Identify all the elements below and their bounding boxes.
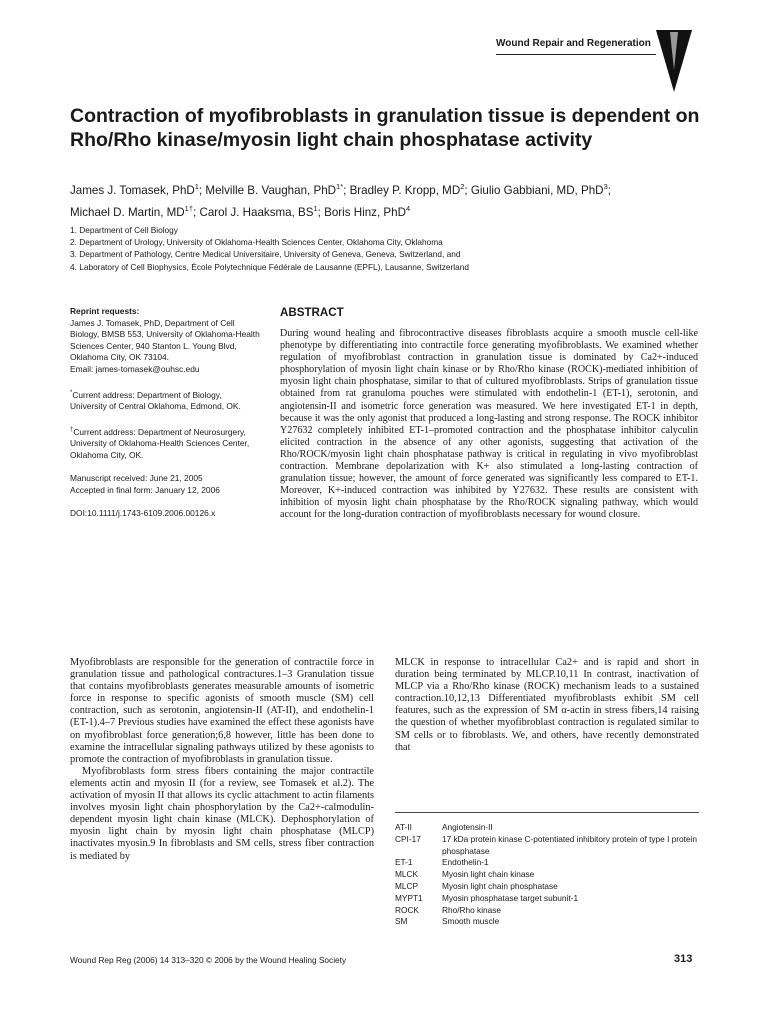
- body-paragraph: Myofibroblasts are responsible for the generation of contractile force in granulation tissue and pathological contractures.1–3 Granulation tissue that contains myofibroblasts generates measurable amounts of isometric force in response to specific agonists of smooth muscle (SM) cell contraction, such as serotonin, angiotensin-II (AT-II), and endothelin-1 (ET-1).4–7 Previous studies have examined the effect these agonists have on myofibroblast force generation;6,8 however, little has been done to examine the intracellular signaling pathways utilized by these agonists to promote the contraction of myofibroblasts in granulation tissue.: [70, 657, 374, 765]
- body-paragraph: Myofibroblasts form stress fibers containing the major contractile elements actin and myosin II (for a review, see Tomasek et al.2). The activation of myosin II that allows its cyclic attachment to actin filaments involves myosin light chain phosphorylation by the Ca2+-calmodulin-dependent myosin light chain kinase (MLCK). Dephosphorylation of myosin light chain by myosin light chain phosphatase (MLCP) inactivates myosin.9 In fibroblasts and SM cells, stress fiber contraction is mediated by: [70, 765, 374, 862]
- abbreviation-definition: Myosin light chain phosphatase: [442, 880, 558, 891]
- author-name: ; Carol J. Haaksma, BS: [193, 205, 314, 219]
- journal-header: Wound Repair and Regeneration: [496, 38, 651, 49]
- reprint-address: James J. Tomasek, PhD, Department of Cell Biology, BMSB 553, University of Oklahoma-Health Sciences Center, 940 Stanton L. Young Blvd, Oklahoma City, OK 73104.: [70, 317, 260, 363]
- author-name: ; Giulio Gabbiani, MD, PhD: [464, 183, 604, 197]
- author-name: ; Melville B. Vaughan, PhD: [198, 183, 337, 197]
- abbreviation-definition: 17 kDa protein kinase C-potentiated inhibitory protein of type I protein phosphatase: [442, 833, 698, 856]
- footer-citation: Wound Rep Reg (2006) 14 313–320 © 2006 by the Wound Healing Society: [70, 955, 347, 965]
- current-address-1: Current address: Department of Biology, University of Central Oklahoma, Edmond, OK.: [70, 389, 241, 411]
- abbreviation-row: [395, 881, 700, 893]
- page-number: 313: [674, 953, 693, 965]
- author-affiliation-mark: 3: [603, 182, 608, 191]
- abbreviation: AT-II: [395, 822, 412, 832]
- abstract: [280, 306, 698, 522]
- abbreviation-row: [395, 916, 700, 928]
- header-rule: [496, 54, 656, 55]
- abbreviation-definition: Rho/Rho kinase: [442, 904, 502, 915]
- abbreviation: SM: [395, 916, 408, 927]
- abbreviation-definition: Myosin light chain kinase: [442, 869, 535, 880]
- reprint-label: Reprint requests:: [70, 306, 140, 316]
- author-affiliation-mark: 1*: [336, 182, 344, 191]
- abbreviation: MLCK: [395, 869, 419, 880]
- abbreviation-row: [395, 905, 700, 917]
- footnote-mark: †: [70, 426, 74, 433]
- abbreviation-definition: Myosin phosphatase target subunit-1: [442, 892, 579, 903]
- journal-logo: [656, 30, 696, 100]
- author-name: ; Bradley P. Kropp, MD: [343, 183, 461, 197]
- abbreviation-definition: Smooth muscle: [442, 916, 500, 927]
- author-affiliation-mark: 4: [405, 203, 411, 213]
- abbreviation-definition: Angiotensin-II: [442, 822, 493, 832]
- manuscript-received: Manuscript received: June 21, 2005: [70, 473, 203, 484]
- author-affiliation-mark: 1: [194, 182, 199, 191]
- affiliation-item: 2. Department of Urology, University of Oklahoma-Health Sciences Center, Oklahoma City, Oklahoma: [70, 237, 443, 248]
- abbreviation-row: [395, 869, 700, 881]
- author-affiliation-mark: 1: [313, 203, 318, 213]
- author-name: Michael D. Martin, MD: [70, 205, 185, 219]
- affiliation-item: 4. Laboratory of Cell Biophysics, École Polytechnique Fédérale de Lausanne (EPFL), Lausanne, Switzerland: [70, 261, 469, 272]
- email: Email: james-tomasek@ouhsc.edu: [70, 363, 200, 374]
- abbreviation: MLCP: [395, 880, 419, 891]
- author-name: ; Boris Hinz, PhD: [317, 205, 406, 219]
- author-line-1: [70, 178, 710, 200]
- abbreviation: ET-1: [395, 857, 413, 868]
- manuscript-accepted: Accepted in final form: January 12, 2006: [70, 484, 220, 495]
- abbreviations-table: [395, 822, 700, 928]
- abstract-text: During wound healing and fibrocontractive diseases fibroblasts acquire a smooth muscle cell-like phenotype by differentiating into contractile force generating myofibroblasts. We examined whether regulation of myofibroblast contraction in granulation tissue is dominated by Ca2+-induced phosphorylation of myosin light chain kinase or by Rho/Rho kinase (ROCK)-mediated inhibition of myosin light chain phosphatase, similar to that of cultured myofibroblasts. Strips of granulation tissue obtained from rat granuloma pouches were stimulated with endothelin-1 (ET-1), serotonin, and angiotensin-II and isometric force generation was measured. We here investigated ET-1 in depth, because it was the only agonist that produced a long-lasting and strong response. The ROCK inhibitor Y27632 completely inhibited ET-1–promoted contraction and the phosphatase inhibitor calyculin elicited contraction in the absence of any other agonists, suggesting that activation of the Rho/ROCK/myosin light chain phosphatase pathway is critical in regulating in vivo myofibroblast contraction. Membrane depolarization with K+ also stimulated a long-lasting contraction of granulation tissue; however, the amount of force generated was significantly less compared to ET-1. Moreover, K+-induced contraction was inhibited by Y27632. These results are consistent with inhibition of myosin light chain phosphatase by the Rho/ROCK signaling pathway, which would account for the long-duration contraction of myofibroblasts necessary for wound closure.: [280, 328, 698, 521]
- footnote-mark: *: [70, 389, 73, 396]
- affiliation-item: 3. Department of Pathology, Centre Medical Universitaire, University of Geneva, Geneva, Switzerland, and: [70, 249, 461, 260]
- affiliation-item: 1. Department of Cell Biology: [70, 225, 178, 235]
- abbreviation-definition: Endothelin-1: [442, 857, 489, 868]
- abbreviation-row: [395, 857, 700, 869]
- article-info-sidebar: [70, 306, 260, 532]
- abbreviations-rule: [395, 812, 699, 813]
- abstract-heading: ABSTRACT: [280, 306, 344, 319]
- author-affiliation-mark: 1†: [184, 203, 194, 213]
- author-name: ;: [607, 183, 611, 197]
- abbreviation-row: [395, 893, 700, 905]
- author-line-2: [70, 200, 710, 222]
- affiliation-list: [70, 224, 720, 273]
- current-address-2: Current address: Department of Neurosurgery, University of Oklahoma-Health Sciences Center, Oklahoma City, OK.: [70, 426, 250, 460]
- body-paragraph: MLCK in response to intracellular Ca2+ and is rapid and short in duration being terminated by MLCP.10,11 In contrast, inactivation of MLCP via a Rho/Rho kinase (ROCK) mechanism leads to a sustained contraction.10,12,13 Differentiated myofibroblasts exhibit SM cell features, such as the expression of SM α-actin in stress fibers,14 raising the question of whether myofibroblast contraction is regulated similar to SM cells or to fibroblasts. We, and others, have recently demonstrated that: [395, 657, 699, 753]
- doi: DOI:10.1111/j.1743-6109.2006.00126.x: [70, 508, 216, 519]
- abbreviation: MYPT1: [395, 892, 423, 903]
- article-title: Contraction of myofibroblasts in granulation tissue is dependent on Rho/Rho kinase/myosin light chain phosphatase activity: [70, 105, 700, 151]
- abbreviation-row: [395, 822, 700, 834]
- abbreviation: ROCK: [395, 904, 419, 915]
- abbreviation-row: [395, 834, 700, 858]
- body-column-left: [70, 657, 374, 863]
- body-column-right: [395, 657, 699, 754]
- abbreviation: CPI-17: [395, 833, 421, 844]
- author-name: James J. Tomasek, PhD: [70, 183, 195, 197]
- author-affiliation-mark: 2: [460, 182, 465, 191]
- author-list: [70, 178, 710, 222]
